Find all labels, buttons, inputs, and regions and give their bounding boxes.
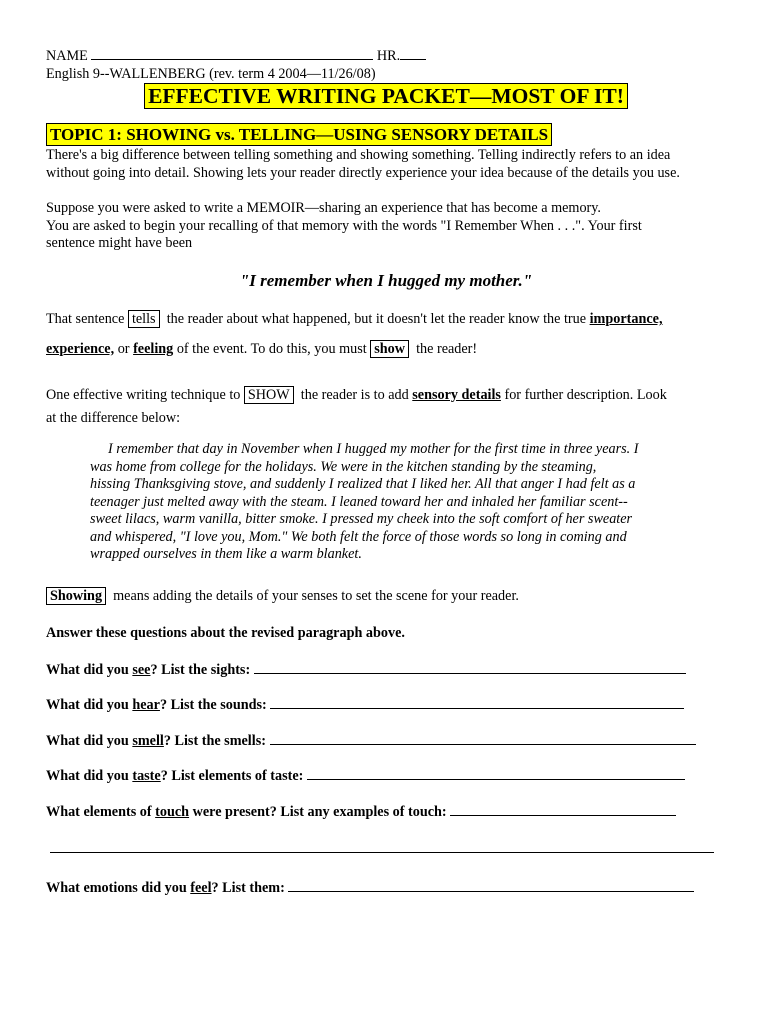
intro-line-1: There's a big difference between telling something and showing something. Telling indirectly refers to an idea [46, 147, 671, 163]
question-text: What did you [46, 661, 129, 678]
question-text: What did you [46, 732, 129, 749]
page-title: EFFECTIVE WRITING PACKET—MOST OF IT! [144, 83, 628, 109]
answer-blank-hear[interactable] [270, 696, 684, 709]
question-hear [46, 696, 726, 715]
excerpt-line: teenager just melted away with the steam. I leaned toward her and inhaled her familiar scent-- [90, 493, 628, 510]
excerpt-line: I remember that day in November when I hugged my mother for the first time in three years. I [108, 441, 639, 457]
question-taste [46, 767, 726, 786]
technique-line-2: at the difference below: [46, 409, 181, 426]
show-box: show [370, 340, 409, 358]
excerpt-line: wrapped ourselves in them like a warm blanket. [90, 546, 362, 562]
name-blank[interactable] [91, 47, 373, 60]
question-keyword: feel [190, 879, 212, 896]
excerpt-paragraph [90, 441, 730, 564]
name-label: NAME [46, 48, 88, 64]
question-text: ? List the smells: [163, 732, 266, 749]
question-feel [46, 879, 726, 898]
memoir-line-2: You are asked to begin your recalling of that memory with the words "I Remember When . . .". Your first [46, 217, 642, 234]
question-text: ? List them: [211, 879, 285, 896]
question-keyword: see [132, 661, 151, 678]
showing-box: Showing [46, 587, 106, 605]
intro-line-2: without going into detail. Showing lets your reader directly experience your idea because of the details you use. [46, 164, 680, 181]
touch-continuation [46, 840, 726, 859]
experience-line [46, 340, 726, 359]
tells-text-5: the reader! [416, 340, 478, 357]
hr-label: HR. [376, 48, 401, 64]
question-text: What did you [46, 768, 129, 784]
worksheet-page [46, 47, 726, 897]
question-text: What elements of [46, 803, 152, 820]
course-line: English 9--WALLENBERG (rev. term 4 2004—11/26/08) [46, 65, 376, 82]
answer-blank-feel[interactable] [288, 879, 694, 892]
word-feeling: feeling [133, 340, 174, 357]
excerpt-line: sweet lilacs, warm vanilla, bitter smoke. I pressed my cheek into the soft comfort of her sweater [90, 511, 633, 527]
question-smell [46, 732, 726, 751]
quote-sentence: "I remember when I hugged my mother." [239, 270, 533, 290]
excerpt-line: and whispered, "I love you, Mom." We both felt the force of those words so long in coming and [90, 528, 627, 545]
question-text: ? List the sounds: [159, 697, 267, 713]
question-touch [46, 803, 726, 822]
excerpt-line: hissing Thanksgiving stove, and suddenly I realized that I liked her. All that anger I had felt as a [90, 476, 636, 492]
title-row [46, 83, 726, 109]
topic-row [46, 109, 726, 146]
name-line [46, 47, 726, 66]
topic-heading: TOPIC 1: SHOWING vs. TELLING—USING SENSORY DETAILS [46, 123, 552, 146]
technique-text-2: the reader is to add [300, 387, 409, 403]
tells-box: tells [128, 310, 160, 328]
question-text: ? List elements of taste: [160, 768, 304, 784]
word-sensory-details: sensory details [412, 387, 501, 403]
question-keyword: hear [132, 697, 160, 713]
word-experience: experience, [46, 340, 115, 357]
technique-text-1: One effective writing technique to [46, 387, 241, 403]
answer-blank-touch[interactable] [450, 803, 676, 816]
technique-text-3: for further description. Look [504, 387, 667, 403]
showing-text: means adding the details of your senses to set the scene for your reader. [113, 587, 519, 604]
question-text: What did you [46, 697, 129, 713]
question-see [46, 661, 726, 680]
answer-blank-touch-2[interactable] [50, 840, 714, 853]
tells-text-2: the reader about what happened, but it doesn't let the reader know the true [166, 311, 587, 327]
hr-blank[interactable] [400, 47, 426, 60]
show-caps-box: SHOW [244, 386, 294, 404]
tells-text-3: or [117, 340, 130, 357]
question-keyword: smell [132, 732, 164, 749]
question-text: What emotions did you [46, 879, 187, 896]
question-keyword: taste [132, 768, 161, 784]
answer-blank-see[interactable] [254, 661, 686, 674]
instructions: Answer these questions about the revised paragraph above. [46, 625, 405, 641]
answer-blank-taste[interactable] [307, 767, 685, 780]
memoir-line-3: sentence might have been [46, 235, 193, 251]
word-importance: importance, [589, 311, 663, 327]
question-keyword: touch [155, 803, 190, 820]
tells-text-4: of the event. To do this, you must [176, 340, 367, 357]
technique-line [46, 386, 726, 405]
tells-text-1: That sentence [46, 311, 125, 327]
tells-line [46, 310, 726, 329]
question-text: ? List the sights: [150, 661, 251, 678]
excerpt-line: was home from college for the holidays. We were in the kitchen standing by the steaming, [90, 458, 597, 475]
answer-blank-smell[interactable] [270, 732, 696, 745]
showing-line [46, 587, 726, 606]
question-text: were present? List any examples of touch: [192, 803, 447, 820]
memoir-line-1: Suppose you were asked to write a MEMOIR—sharing an experience that has become a memory. [46, 200, 601, 216]
